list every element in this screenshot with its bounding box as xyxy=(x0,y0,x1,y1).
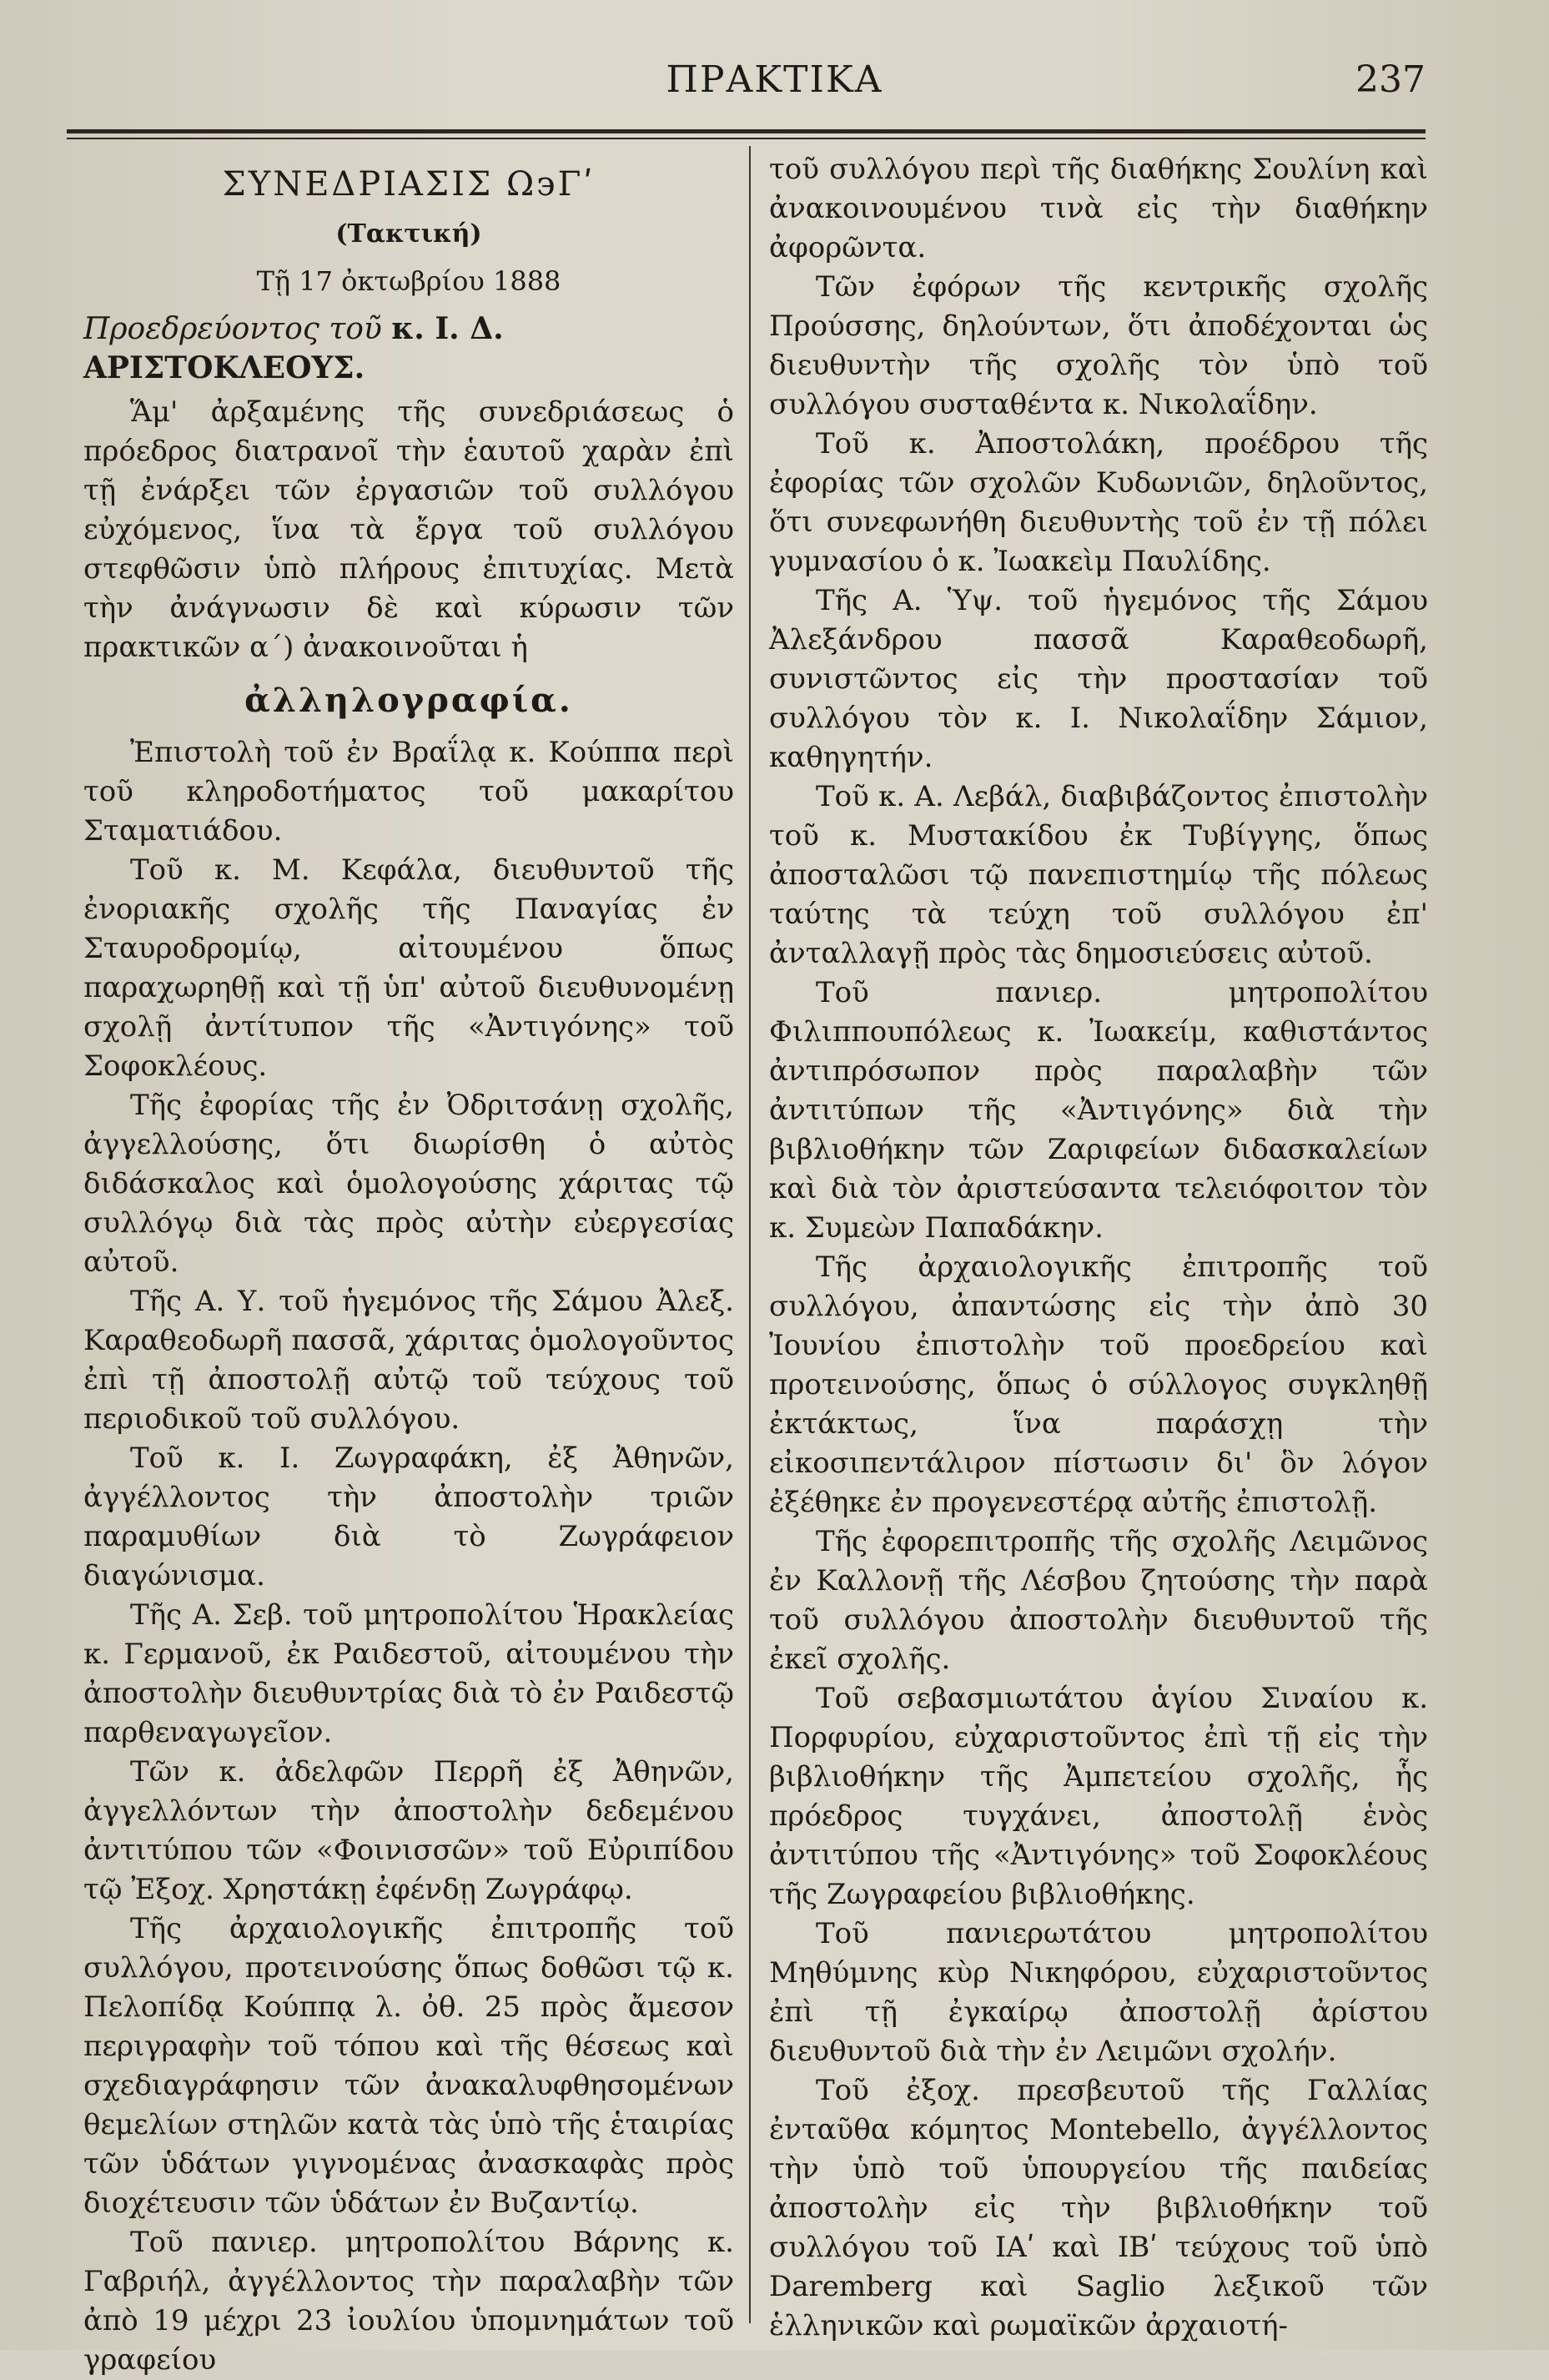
session-date: Τῇ 17 ὀκτωβρίου 1888 xyxy=(256,265,561,297)
letter-paragraph: Τοῦ σεβασμιωτάτου ἁγίου Σιναίου κ. Πορφυρίου, εὐχαριστοῦντος ἐπὶ τῇ εἰς τὴν βιβλιοθήκην τῆς Ἀμπετείου σχολῆς, ἧς πρόεδρος τυγχάνει, ἀποστολῇ ἑνὸς ἀντιτύπου τῆς «Ἀντιγόνης» τοῦ Σοφοκλέους τῆς Ζωγραφείου βιβλιοθήκης. xyxy=(769,1682,1428,1911)
letter-paragraph: Τῆς Α. Ὑψ. τοῦ ἡγεμόνος τῆς Σάμου Ἀλεξάνδρου πασσᾶ Καραθεοδωρῆ, συνιστῶντος εἰς τὴν προστασίαν τοῦ συλλόγου τὸν κ. Ι. Νικολαΐδην Σάμιον, καθηγητήν. xyxy=(769,584,1428,774)
header-double-rule xyxy=(67,129,1426,139)
letter-paragraph: Τῆς ἐφορίας τῆς ἐν Ὀδριτσάνῃ σχολῆς, ἀγγελλούσης, ὅτι διωρίσθη ὁ αὐτὸς διδάσκαλος καὶ ὁμολογούσης χάριτας τῷ συλλόγῳ διὰ τὰς πρὸς αὐτὴν εὐεργεσίας αὐτοῦ. xyxy=(83,1089,734,1279)
continuation-paragraph: τοῦ συλλόγου περὶ τῆς διαθήκης Σουλίνη καὶ ἀνακοινουμένου τινὰ εἰς τὴν διαθήκην ἀφορῶντα. xyxy=(769,153,1428,264)
session-title: ΣΥΝΕΔΡΙΑΣΙΣ Ω϶Γʹ xyxy=(222,165,596,204)
letter-paragraph: Τῶν ἐφόρων τῆς κεντρικῆς σχολῆς Προύσσης, δηλούντων, ὅτι ἀποδέχονται ὡς διευθυντὴν τῆς σχολῆς τὸν ὑπὸ τοῦ συλλόγου συσταθέντα κ. Νικολαΐδην. xyxy=(769,270,1428,421)
letter-paragraph: Τοῦ πανιερωτάτου μητροπολίτου Μηθύμνης κὺρ Νικηφόρου, εὐχαριστοῦντος ἐπὶ τῇ ἐγκαίρῳ ἀποστολῇ ἀρίστου διευθυντοῦ διὰ τὴν ἐν Λειμῶνι σχολήν. xyxy=(769,1917,1428,2068)
letter-paragraph: Τοῦ κ. Ι. Ζωγραφάκη, ἐξ Ἀθηνῶν, ἀγγέλλοντος τὴν ἀποστολὴν τριῶν παραμυθίων διὰ τὸ Ζωγράφειον διαγώνισμα. xyxy=(83,1442,734,1593)
presidency-lead: Προεδρεύοντος τοῦ xyxy=(83,312,382,346)
letter-paragraph: Τοῦ ἐξοχ. πρεσβευτοῦ τῆς Γαλλίας ἐνταῦθα κόμητος Montebello, ἀγγέλλοντος τὴν ὑπὸ τοῦ ὑπουργείου τῆς παιδείας ἀποστολὴν εἰς τὴν βιβλιοθήκην τοῦ συλλόγου τοῦ ΙΑʹ καὶ ΙΒʹ τεύχους τοῦ ὑπὸ Daremberg καὶ Saglio λεξικοῦ τῶν ἑλληνικῶν καὶ ρωμαϊκῶν ἀρχαιοτή- xyxy=(769,2074,1428,2342)
letter-paragraph: Τῶν κ. ἀδελφῶν Περρῆ ἐξ Ἀθηνῶν, ἀγγελλόντων τὴν ἀποστολὴν δεδεμένου ἀντιτύπου τῶν «Φοινισσῶν» τοῦ Εὐριπίδου τῷ Ἐξοχ. Χρηστάκῃ ἐφένδῃ Ζωγράφῳ. xyxy=(83,1755,734,1906)
letter-paragraph: Τῆς Α. Σεβ. τοῦ μητροπολίτου Ἡρακλείας κ. Γερμανοῦ, ἐκ Ραιδεστοῦ, αἰτουμένου τὴν ἀποστολὴν διευθυντρίας διὰ τὸ ἐν Ραιδεστῷ παρθεναγωγεῖον. xyxy=(83,1598,734,1749)
letter-paragraph: Τῆς ἀρχαιολογικῆς ἐπιτροπῆς τοῦ συλλόγου, προτεινούσης ὅπως δοθῶσι τῷ κ. Πελοπίδᾳ Κούππᾳ λ. ὀθ. 25 πρὸς ἄμεσον περιγραφὴν τοῦ τόπου καὶ τῆς θέσεως καὶ σχεδιαγράφησιν τῶν ἀνακαλυφθησομένων θεμελίων στηλῶν κατὰ τὰς ὑπὸ τῆς ἑταιρίας τῶν ὑδάτων γιγνομένας ἀνασκαφὰς πρὸς διοχέτευσιν τῶν ὑδάτων ἐν Βυζαντίῳ. xyxy=(83,1912,734,2220)
letter-paragraph: Τῆς Α. Υ. τοῦ ἡγεμόνος τῆς Σάμου Ἀλεξ. Καραθεοδωρῆ πασσᾶ, χάριτας ὁμολογοῦντος ἐπὶ τῇ ἀποστολῇ αὐτῷ τοῦ τεύχους τοῦ περιοδικοῦ τοῦ συλλόγου. xyxy=(83,1285,734,1436)
column-divider xyxy=(749,146,751,2323)
running-header xyxy=(0,58,1549,117)
right-column xyxy=(769,150,1428,2346)
page-number: 237 xyxy=(1355,58,1426,101)
intro-paragraph: Ἅμ' ἀρξαμένης τῆς συνεδριάσεως ὁ πρόεδρος διατρανοῖ τὴν ἑαυτοῦ χαρὰν ἐπὶ τῇ ἐνάρξει τῶν ἐργασιῶν τοῦ συλλόγου εὐχόμενος, ἵνα τὰ ἔργα τοῦ συλλόγου στεφθῶσιν ὑπὸ πλήρους ἐπιτυχίας. Μετὰ τὴν ἀνάγνωσιν δὲ καὶ κύρωσιν τῶν πρακτικῶν α΄) ἀνακοινοῦται ἡ xyxy=(83,395,734,664)
section-heading: ἀλληλογραφία. xyxy=(244,681,573,720)
letter-paragraph: Τῆς ἀρχαιολογικῆς ἐπιτροπῆς τοῦ συλλόγου, ἀπαντώσης εἰς τὴν ἀπὸ 30 Ἰουνίου ἐπιστολὴν τοῦ προεδρείου καὶ προτεινούσης, ὅπως ὁ σύλλογος συγκληθῇ ἐκτάκτως, ἵνα παράσχῃ τὴν εἰκοσιπεντάλιρον πίστωσιν δι' ὃν λόγον ἐξέθηκε ἐν προγενεστέρᾳ αὐτῆς ἐπιστολῇ. xyxy=(769,1250,1428,1519)
session-type: (Τακτική) xyxy=(335,219,482,249)
letter-paragraph: Τῆς ἐφορεπιτροπῆς τῆς σχολῆς Λειμῶνος ἐν Καλλονῇ τῆς Λέσβου ζητούσης τὴν παρὰ τοῦ συλλόγου ἀποστολὴν διευθυντοῦ τῆς ἐκεῖ σχολῆς. xyxy=(769,1525,1428,1676)
letter-paragraph: Τοῦ πανιερ. μητροπολίτου Φιλιππουπόλεως κ. Ἰωακείμ, καθιστάντος ἀντιπρόσωπον πρὸς παραλαβὴν τῶν ἀντιτύπων τῆς «Ἀντιγόνης» διὰ τὴν βιβλιοθήκην τῶν Ζαριφείων διδασκαλείων καὶ διὰ τὸν ἀριστεύσαντα τελειόφοιτον τὸν κ. Συμεὼν Παπαδάκην. xyxy=(769,976,1428,1245)
president-name: κ. Ι. Δ. ΑΡΙΣΤΟΚΛΕΟΥΣ. xyxy=(83,311,504,385)
running-title: ΠΡΑΚΤΙΚΑ xyxy=(666,58,883,101)
letter-paragraph: Τοῦ κ. Ἀποστολάκη, προέδρου τῆς ἐφορίας τῶν σχολῶν Κυδωνιῶν, δηλοῦντος, ὅτι συνεφωνήθη διευθυντὴς τοῦ ἐν τῇ πόλει γυμνασίου ὁ κ. Ἰωακεὶμ Παυλίδης. xyxy=(769,427,1428,578)
letter-paragraph: Τοῦ κ. Α. Λεβάλ, διαβιβάζοντος ἐπιστολὴν τοῦ κ. Μυστακίδου ἐκ Τυβίγγης, ὅπως ἀποσταλῶσι τῷ πανεπιστημίῳ τῆς πόλεως ταύτης τὰ τεύχη τοῦ συλλόγου ἐπ' ἀνταλλαγῇ πρὸς τὰς δημοσιεύσεις αὐτοῦ. xyxy=(769,780,1428,970)
letter-paragraph: Τοῦ πανιερ. μητροπολίτου Βάρνης κ. Γαβριήλ, ἀγγέλλοντος τὴν παραλαβὴν τῶν ἀπὸ 19 μέχρι 23 ἰουλίου ὑπομνημάτων τοῦ γραφείου xyxy=(83,2226,734,2377)
letter-paragraph: Τοῦ κ. Μ. Κεφάλα, διευθυντοῦ τῆς ἐνοριακῆς σχολῆς τῆς Παναγίας ἐν Σταυροδρομίῳ, αἰτουμένου ὅπως παραχωρηθῇ καὶ τῇ ὑπ' αὐτοῦ διευθυνομένῃ σχολῇ ἀντίτυπον τῆς «Ἀντιγόνης» τοῦ Σοφοκλέους. xyxy=(83,853,734,1083)
presidency-line xyxy=(83,309,734,388)
left-column xyxy=(83,150,734,2380)
letter-paragraph: Ἐπιστολὴ τοῦ ἐν Βραΐλᾳ κ. Κούππα περὶ τοῦ κληροδοτήματος τοῦ μακαρίτου Σταματιάδου. xyxy=(83,736,734,848)
